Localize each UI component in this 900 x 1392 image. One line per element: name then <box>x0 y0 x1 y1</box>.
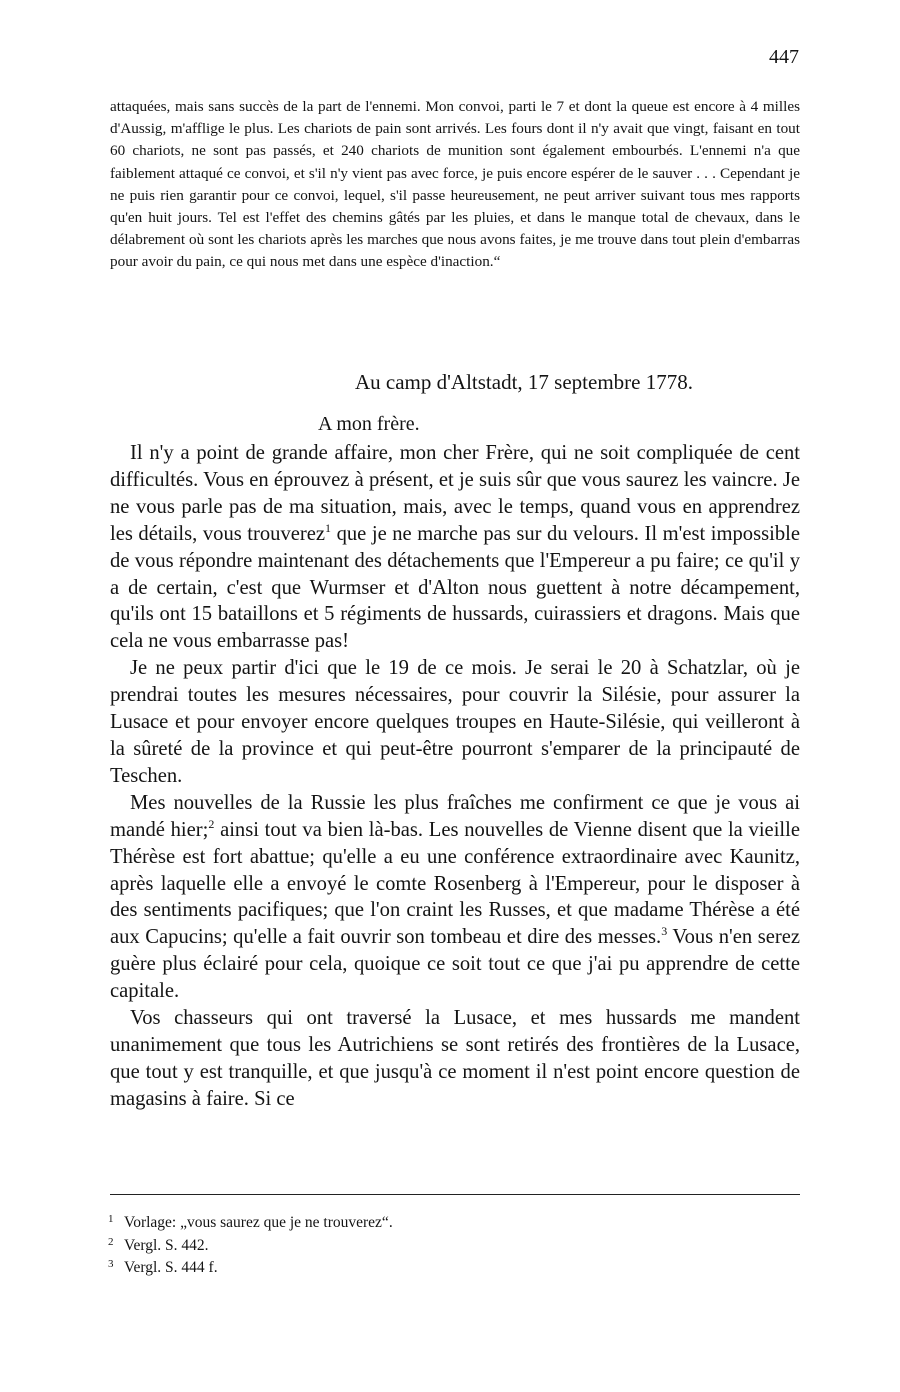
paragraph-text: Il n'y a point de grande affaire, mon cher Frère, qui ne soit compliquée de cent difficultés. Vous en éprouvez à présent, et je suis sûr que vous saurez les vaincre. Je ne vous parle pas de ma situation, mais, avec le temps, quand vous en apprendrez les détails, vous trouverez <box>110 442 800 545</box>
letter-salutation: A mon frère. <box>318 413 420 435</box>
footnote-text: Vergl. S. 444 f. <box>124 1259 218 1276</box>
footnote-ref-1: 1 <box>325 520 332 535</box>
footnotes <box>108 1212 798 1280</box>
quoted-report <box>110 96 800 274</box>
footnote-number: 1 <box>108 1213 114 1225</box>
footnote-text: Vorlage: „vous saurez que je ne trouverez“. <box>124 1214 393 1231</box>
paragraph-text: Mes nouvelles de la Russie les plus fraîches me confirment ce que je vous ai mandé hier; <box>110 791 800 841</box>
paragraph-text: que je ne marche pas sur du velours. Il m'est impossible de vous répondre maintenant des détachements que l'Empereur a pu faire; ce qu'il y a de certain, c'est que Wurmser et d'Alton nous guettent à notre décampement, qu'ils ont 15 bataillons et 5 régiments de hussards, cuirassiers et dragons. Mais que cela ne vous embarrasse pas! <box>110 522 800 653</box>
footnote-2 <box>108 1235 798 1258</box>
quote-paragraph: attaquées, mais sans succès de la part de l'ennemi. Mon convoi, parti le 7 et dont la queue est encore à 4 milles d'Aussig, m'afflige le plus. Les chariots de pain sont arrivés. Les fours dont il n'y avait que vingt, faisant en tout 60 chariots, ne sont pas passés, et 240 chariots de munition sont également embourbés. L'ennemi n'a que faiblement attaqué ce convoi, et s'il n'y vient pas avec force, je puis encore espérer de le sauver . . . Cependant je ne puis rien garantir pour ce convoi, lequel, s'il passe heureusement, ne peut arriver suivant tous mes rapports qu'en huit jours. Tel est l'effet des chemins gâtés par les pluies, et dans le manque total de chevaux, dans le délabrement où sont les chariots après les marches que nous avons faites, je me trouve dans tout plein d'embarras pour avoir du pain, ce qui nous met dans une espèce d'inaction.“ <box>110 98 800 271</box>
body-paragraph-3 <box>110 790 800 1005</box>
body-paragraph-4: Vos chasseurs qui ont traversé la Lusace, et mes hussards me mandent unanimement que tous les Autrichiens se sont retirés des frontières de la Lusace, que tout y est tranquille, et que jusqu'à ce moment il n'est point encore question de magasins à faire. Si ce <box>110 1007 800 1110</box>
footnote-divider <box>110 1194 800 1195</box>
body-paragraph-1 <box>110 440 800 655</box>
footnote-number: 2 <box>108 1235 114 1248</box>
footnote-3 <box>108 1257 798 1280</box>
letter-body <box>110 440 800 1113</box>
paragraph-text: Vous n'en serez guère plus éclairé pour cela, quoique ce soit tout ce que j'ai pu apprendre de cette capitale. <box>110 926 801 1003</box>
footnote-number: 3 <box>108 1258 114 1270</box>
footnote-1 <box>108 1212 798 1235</box>
body-paragraph-2: Je ne peux partir d'ici que le 19 de ce mois. Je serai le 20 à Schatzlar, où je prendrai toutes les mesures nécessaires, pour couvrir la Silésie, pour assurer la Lusace et pour envoyer encore quelques troupes en Haute-Silésie, qui veilleront à la sûreté de la province et qui peut-être pourront s'emparer de la principauté de Teschen. <box>110 657 800 787</box>
footnote-ref-3: 3 <box>661 924 668 939</box>
page-number: 447 <box>769 46 799 68</box>
paragraph-text: ainsi tout va bien là-bas. Les nouvelles de Vienne disent que la vieille Thérèse est fort abattue; qu'elle a eu une conférence extraordinaire avec Kaunitz, après laquelle elle a envoyé le comte Rosenberg à l'Empereur, pour le disposer à des sentiments pacifiques; que l'on craint les Russes, et que madame Thérèse a été aux Capucins; qu'elle a fait ouvrir son tombeau et dire des messes. <box>110 818 800 949</box>
letter-date-line: Au camp d'Altstadt, 17 septembre 1778. <box>355 370 693 394</box>
footnote-ref-2: 2 <box>208 816 215 831</box>
footnote-text: Vergl. S. 442. <box>124 1236 209 1254</box>
